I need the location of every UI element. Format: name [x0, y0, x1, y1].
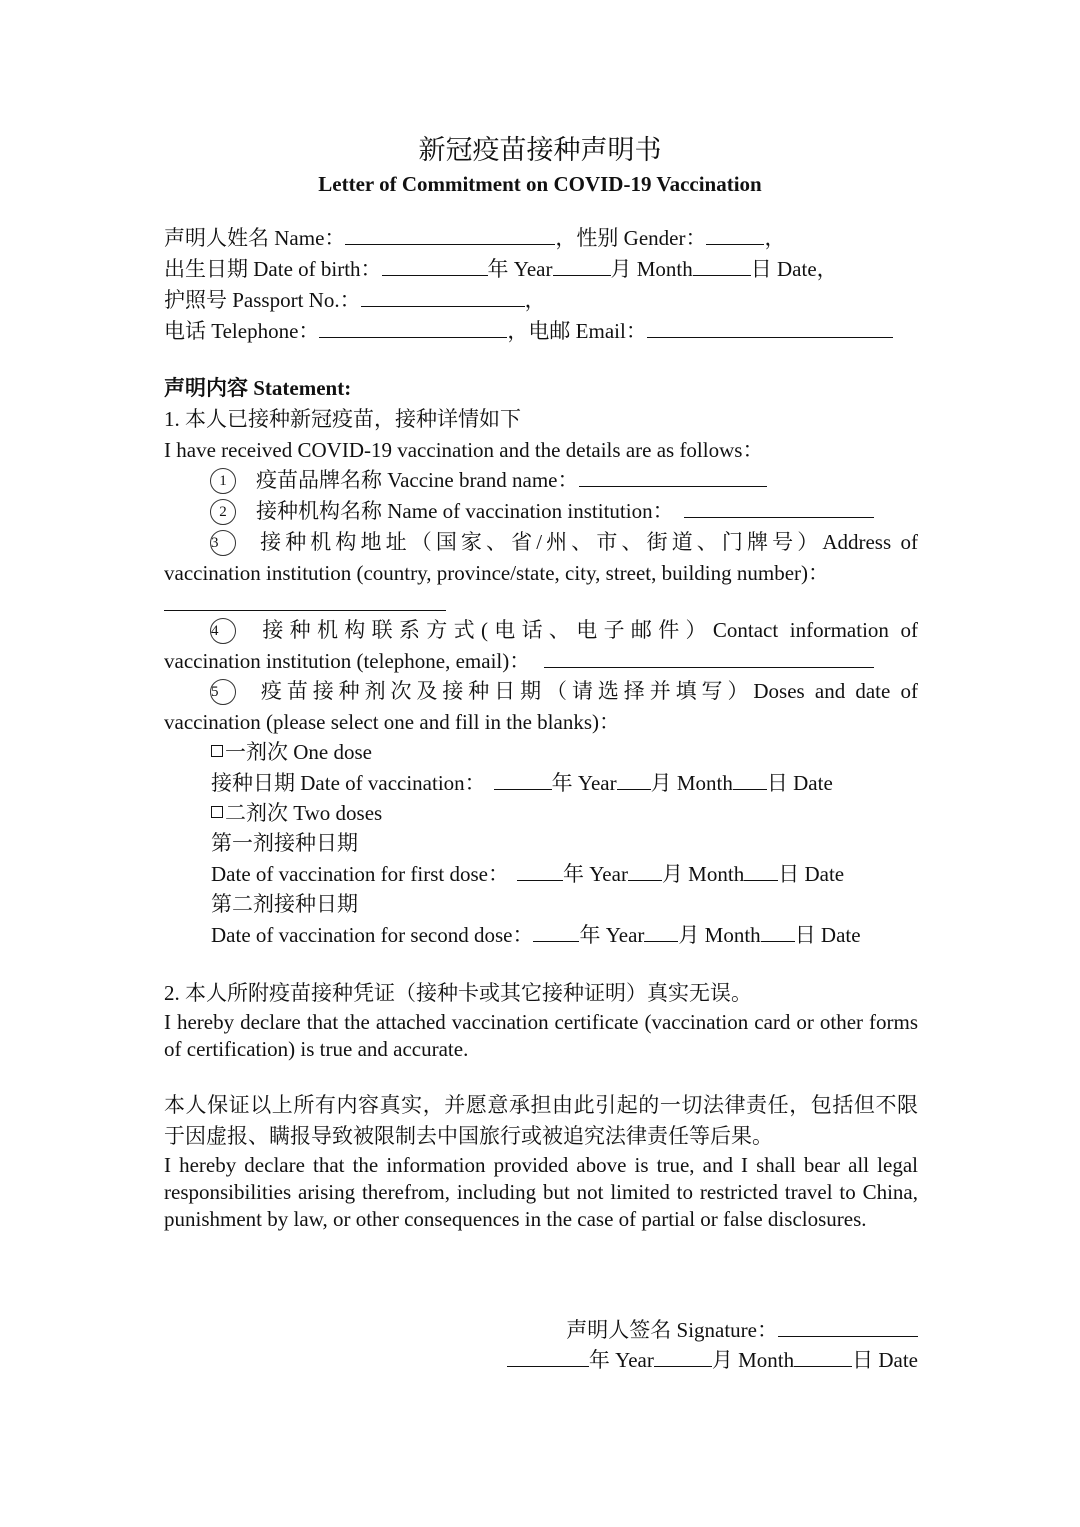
second-dose-date-row: [211, 921, 861, 949]
sub-item-label: 接种机构地址（国家、省/州、市、街道、门牌号）Address of: [256, 530, 918, 554]
sub-item-2: [210, 497, 874, 525]
separator: ，: [764, 226, 786, 250]
address-field[interactable]: [164, 592, 446, 611]
date-label: 日 Date，: [750, 257, 838, 281]
circled-number: 1: [210, 468, 236, 494]
circled-number: 4: [210, 618, 236, 644]
dob-month-field[interactable]: [553, 257, 611, 276]
sub-item-1: [210, 466, 767, 494]
second-dose-label: Date of vaccination for second dose：: [211, 923, 534, 947]
sub-item-label: 疫苗品牌名称 Vaccine brand name：: [256, 468, 579, 492]
date-of-vaccination-label: 接种日期 Date of vaccination：: [211, 771, 486, 795]
date-label: 日 Date: [778, 862, 845, 886]
year-label: 年 Year: [562, 862, 628, 886]
circled-number: 2: [210, 499, 236, 525]
passport-field[interactable]: [361, 288, 525, 307]
month-label: 月 Month: [711, 1348, 795, 1372]
first-dose-date-field[interactable]: [744, 862, 778, 881]
month-label: 月 Month: [650, 771, 733, 795]
dob-label: 出生日期 Date of birth：: [164, 257, 382, 281]
institution-contact-field[interactable]: [544, 649, 874, 668]
title-chinese: 新冠疫苗接种声明书: [418, 135, 662, 165]
item2-english: I hereby declare that the attached vaccination certificate (vaccination card or other forms of certification) is true and accurate.: [164, 1010, 918, 1061]
month-label: 月 Month: [661, 862, 745, 886]
date-label: 日 Date: [852, 1348, 918, 1372]
telephone-label: 电话 Telephone：: [164, 319, 320, 343]
one-dose-year-field[interactable]: [494, 771, 552, 790]
signature-date-row: [380, 1346, 918, 1374]
year-label: 年 Year: [579, 923, 645, 947]
item2-chinese: 2. 本人所附疫苗接种凭证（接种卡或其它接种证明）真实无误。: [164, 981, 752, 1005]
circled-number: 3: [210, 530, 236, 556]
vaccine-brand-field[interactable]: [579, 468, 767, 487]
second-dose-year-field[interactable]: [533, 923, 579, 942]
one-dose-option[interactable]: [211, 738, 372, 766]
pledge-english: I hereby declare that the information provided above is true, and I shall bear all legal responsibilities arising therefrom, including but not limited to restricted travel to China, punishment by law, or other consequences in the case of partial or false disclosures.: [164, 1153, 918, 1231]
second-dose-date-field[interactable]: [761, 923, 795, 942]
address-row: [164, 590, 446, 618]
signature-label: 声明人签名 Signature：: [566, 1318, 778, 1342]
date-label: 日 Date: [766, 771, 833, 795]
signature-field[interactable]: [778, 1318, 918, 1337]
circled-number: 5: [210, 679, 236, 705]
year-label: 年 Year: [487, 257, 553, 281]
month-label: 月 Month: [678, 923, 761, 947]
one-dose-date-row: [211, 769, 833, 797]
signature-row: [380, 1316, 918, 1344]
sub-item-3: [210, 528, 918, 556]
sub-item-3-continued: vaccination institution (country, province/state, city, street, building number)：: [164, 561, 830, 585]
first-dose-label: Date of vaccination for first dose：: [211, 862, 509, 886]
separator: ，: [524, 288, 546, 312]
name-field[interactable]: [345, 226, 555, 245]
statement-heading: 声明内容 Statement:: [164, 376, 352, 400]
name-gender-row: [164, 224, 785, 252]
passport-row: [164, 286, 546, 314]
second-dose-month-field[interactable]: [644, 923, 678, 942]
sub-item-4-continued: [164, 647, 874, 675]
sub-item-label: 疫苗接种剂次及接种日期（请选择并填写）Doses and date of: [256, 679, 918, 703]
sub-item-label: 接种机构联系方式(电话、电子邮件）Contact information of: [256, 618, 918, 642]
dob-row: [164, 255, 838, 283]
year-label: 年 Year: [588, 1348, 654, 1372]
title-english: Letter of Commitment on COVID-19 Vaccination: [318, 172, 762, 196]
sub-item-5: [210, 677, 918, 705]
passport-label: 护照号 Passport No.：: [164, 288, 361, 312]
one-dose-month-field[interactable]: [617, 771, 651, 790]
sub-item-label: vaccination institution (telephone, email)：: [164, 649, 531, 673]
item1-english: I have received COVID-19 vaccination and the details are as follows：: [164, 438, 764, 462]
first-dose-chinese: 第一剂接种日期: [211, 831, 358, 855]
gender-label: ，性别 Gender：: [555, 226, 707, 250]
dob-year-field[interactable]: [382, 257, 488, 276]
month-label: 月 Month: [610, 257, 693, 281]
date-label: 日 Date: [794, 923, 861, 947]
first-dose-month-field[interactable]: [628, 862, 662, 881]
year-label: 年 Year: [551, 771, 617, 795]
one-dose-checkbox[interactable]: [211, 745, 223, 757]
email-field[interactable]: [647, 319, 893, 338]
first-dose-date-row: [211, 860, 844, 888]
item1-chinese: 1. 本人已接种新冠疫苗，接种详情如下: [164, 407, 521, 431]
sub-item-4: [210, 616, 918, 644]
email-label: ，电邮 Email：: [507, 319, 647, 343]
sub-item-5-continued: vaccination (please select one and fill in the blanks)：: [164, 710, 621, 734]
sub-item-label: 接种机构名称 Name of vaccination institution：: [256, 499, 674, 523]
second-dose-chinese: 第二剂接种日期: [211, 892, 358, 916]
dob-date-field[interactable]: [693, 257, 751, 276]
one-dose-label: 一剂次 One dose: [225, 740, 372, 764]
two-doses-option[interactable]: [211, 799, 382, 827]
signature-month-field[interactable]: [654, 1348, 712, 1367]
signature-year-field[interactable]: [507, 1348, 589, 1367]
pledge-chinese: 本人保证以上所有内容真实，并愿意承担由此引起的一切法律责任，包括但不限于因虚报、瞒报导致被限制去中国旅行或被追究法律责任等后果。: [164, 1093, 918, 1148]
telephone-field[interactable]: [319, 319, 507, 338]
name-label: 声明人姓名 Name：: [164, 226, 346, 250]
contact-row: [164, 317, 893, 345]
signature-date-field[interactable]: [794, 1348, 852, 1367]
institution-name-field[interactable]: [684, 499, 874, 518]
two-doses-checkbox[interactable]: [211, 806, 223, 818]
first-dose-year-field[interactable]: [517, 862, 563, 881]
one-dose-date-field[interactable]: [733, 771, 767, 790]
two-doses-label: 二剂次 Two doses: [225, 801, 383, 825]
gender-field[interactable]: [706, 226, 764, 245]
